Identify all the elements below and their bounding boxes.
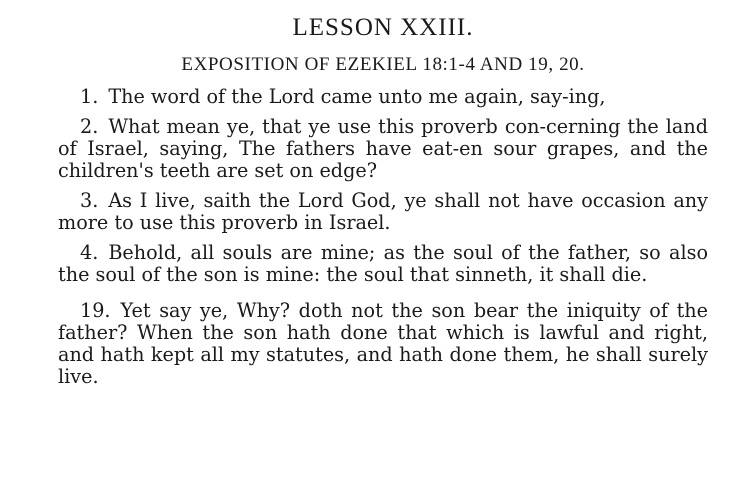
verse-text: Behold, all souls are mine; as the soul of the father, so also the soul of the son is mine: the soul that sinneth, it shall die.: [58, 241, 708, 286]
verse-number: 3.: [80, 189, 99, 212]
document-page: [58, 14, 708, 396]
verse-number: 1.: [80, 85, 99, 108]
verse-text: Yet say ye, Why? doth not the son bear the iniquity of the father? When the son hath done that which is lawful and right, and hath kept all my statutes, and hath done them, he shall surely live.: [58, 299, 708, 388]
verse-4: [58, 242, 708, 286]
verse-text: What mean ye, that ye use this proverb con-cerning the land of Israel, saying, The fathers have eat-en sour grapes, and the children's teeth are set on edge?: [58, 115, 708, 182]
verse-2: [58, 116, 708, 182]
verse-1: [58, 86, 708, 108]
verse-number: 4.: [80, 241, 99, 264]
lesson-subtitle: EXPOSITION OF EZEKIEL 18:1-4 AND 19, 20.: [181, 54, 585, 75]
verse-text: The word of the Lord came unto me again, say-ing,: [108, 85, 606, 108]
verse-number: 2.: [80, 115, 99, 138]
verse-number: 19.: [80, 299, 111, 322]
verse-19: [58, 300, 708, 388]
verse-text: As I live, saith the Lord God, ye shall not have occasion any more to use this proverb in Israel.: [58, 189, 708, 234]
verse-3: [58, 190, 708, 234]
lesson-title: LESSON XXIII.: [292, 14, 474, 41]
